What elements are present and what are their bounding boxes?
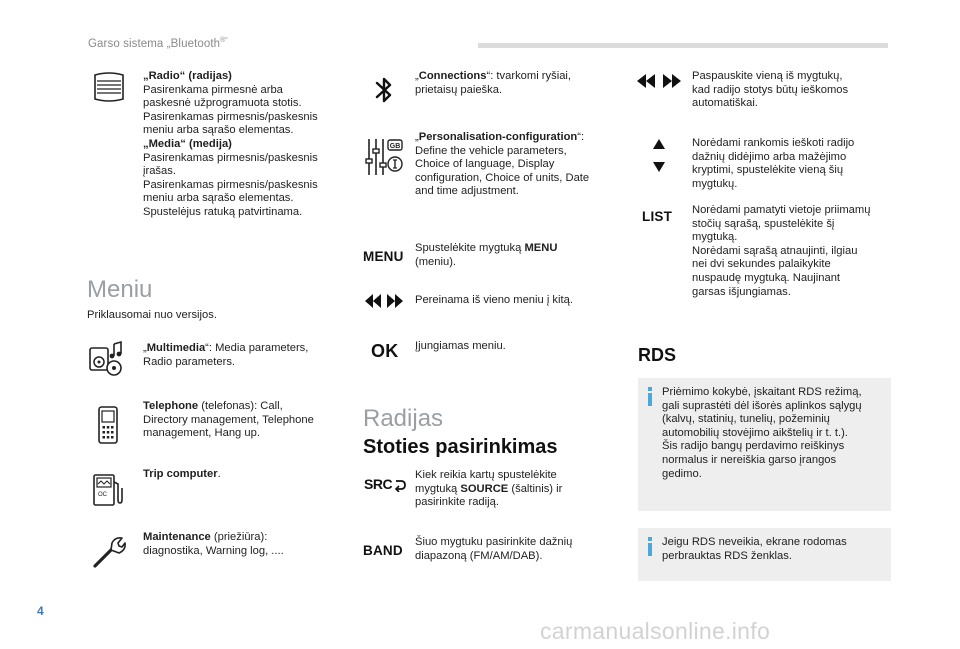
- list-description: Norėdami pamatyti vietoje priimamų stočių sąrašą, spustelėkite šį mygtuką. Norėdami sąrašą atnaujinti, ilgiau nei dvi sekundes palaikykite nuspaudę mygtuką. Naujinant garsas išjungiamas.: [692, 204, 871, 298]
- band-description: Šiuo mygtuku pasirinkite dažnių diapazoną (FM/AM/DAB).: [415, 536, 573, 562]
- wrench-icon: [91, 534, 127, 570]
- menu-heading: Meniu: [87, 276, 153, 303]
- header-rule: [478, 43, 888, 48]
- personalisation-description: „Personalisation-configuration“: Define the vehicle parameters, Choice of language, Display configuration, Choice of units, Date and time adjustment.: [415, 131, 590, 198]
- header-title-sup: ®“: [220, 37, 228, 44]
- ok-button-label: OK: [371, 341, 399, 361]
- menu-intro: Priklausomai nuo versijos.: [87, 309, 217, 321]
- left-right-arrows-icon: [364, 293, 404, 309]
- seek-arrows-icon: [636, 73, 682, 89]
- info-icon: [647, 387, 653, 406]
- watermark: carmanualsonline.info: [540, 618, 771, 644]
- arrows-description: Pereinama iš vieno meniu į kitą.: [415, 294, 573, 306]
- bluetooth-icon: [372, 74, 396, 106]
- ok-description: Įjungiamas meniu.: [415, 340, 506, 352]
- src-button-label: SRC: [364, 476, 393, 492]
- source-arrow-icon: [395, 478, 407, 492]
- connections-description: „Connections“: tvarkomi ryšiai, prietaisų paieška.: [415, 70, 572, 96]
- trip-computer-icon: [90, 472, 126, 508]
- trip-computer-description: Trip computer.: [143, 468, 221, 480]
- page-number: 4: [37, 604, 44, 618]
- rds-info-text: Priėmimo kokybė, įskaitant RDS režimą, gali suprastėti dėl išorės aplinkos sąlygų (kalvų, statinių, tunelių, požeminių automobilių stovėjimo aikštelių ir t. t.). Šis radijo bangų perdavimo reiškinys normalus ir nereiškia garso įrangos gedimo.: [662, 386, 862, 480]
- rds-heading: RDS: [638, 345, 677, 365]
- header-title-text: Garso sistema „Bluetooth: [88, 37, 221, 50]
- telephone-icon: [96, 405, 120, 445]
- band-button-label: BAND: [363, 543, 403, 558]
- settings-sliders-icon: [364, 137, 404, 177]
- dial-knob-icon: [92, 72, 126, 102]
- list-button-label: LIST: [642, 209, 673, 224]
- svg-text:GB: GB: [389, 143, 401, 150]
- radio-media-description: „Radio“ (radijas) Pasirenkama pirmesnė arba paskesnė užprogramuota stotis. Pasirenkamas pirmesnis/paskesnis meniu arba sąrašo elementas. „Media“ (medija) Pasirenkamas pirmesnis/paskesnis įrašas. Pasirenkamas pirmesnis/paskesnis meniu arba sąrašo elementas. Spustelėjus ratuką patvirtinama.: [143, 70, 318, 218]
- station-selection-heading: Stoties pasirinkimas: [363, 436, 558, 458]
- rds-info-box: [638, 378, 891, 511]
- telephone-description: Telephone (telefonas): Call, Directory management, Telephone management, Hang up.: [143, 400, 314, 440]
- maintenance-description: Maintenance (priežiūra): diagnostika, Warning log, ....: [143, 531, 284, 557]
- menu-button-description: Spustelėkite mygtuką MENU (meniu).: [415, 242, 558, 268]
- seek-description: Paspauskite vieną iš mygtukų, kad radijo stotys būtų ieškomos automatiškai.: [692, 70, 849, 110]
- manual-tune-description: Norėdami rankomis ieškoti radijo dažnių didėjimo arba mažėjimo kryptimi, spustelėkite vieną šių mygtukų.: [692, 137, 855, 190]
- radijas-heading: Radijas: [363, 405, 444, 432]
- multimedia-icon: [88, 340, 128, 376]
- info-icon: [647, 537, 653, 556]
- rds-disabled-info-text: Jeigu RDS neveikia, ekrane rodomas perbrauktas RDS ženklas.: [662, 536, 847, 562]
- rds-disabled-info-box: [638, 528, 891, 581]
- running-header: [88, 37, 228, 50]
- multimedia-description: „Multimedia“: Media parameters, Radio parameters.: [143, 342, 309, 368]
- src-description: Kiek reikia kartų spustelėkite mygtuką SOURCE (šaltinis) ir pasirinkite radiją.: [415, 469, 563, 509]
- menu-button-label: MENU: [363, 249, 404, 264]
- up-down-arrows-icon: [652, 138, 666, 174]
- svg-text:OC: OC: [98, 492, 107, 498]
